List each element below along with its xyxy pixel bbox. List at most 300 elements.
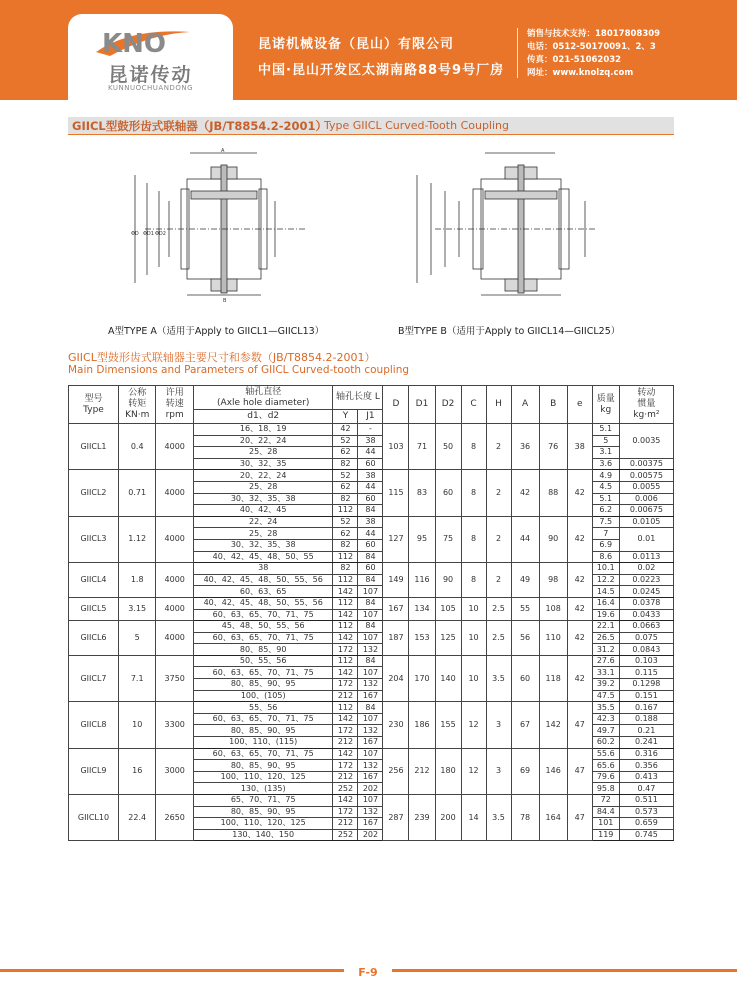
cell-mass: 7.5 bbox=[592, 516, 619, 528]
contact-website: 网址：www.knolzq.com bbox=[527, 68, 634, 78]
cell-j1: 107 bbox=[358, 609, 383, 621]
cell-D: 256 bbox=[383, 748, 409, 794]
th-torque: 公称 转矩 KN·m bbox=[118, 386, 155, 424]
cell-y: 112 bbox=[333, 551, 358, 563]
cell-j1: 60 bbox=[358, 458, 383, 470]
cell-D2: 50 bbox=[435, 424, 461, 470]
cell-j1: 167 bbox=[358, 737, 383, 749]
cell-D1: 116 bbox=[409, 563, 435, 598]
cell-mass: 72 bbox=[592, 795, 619, 807]
cell-speed: 4000 bbox=[156, 470, 193, 516]
cell-C: 10 bbox=[461, 655, 486, 701]
cell-y: 62 bbox=[333, 528, 358, 540]
cell-mass: 5 bbox=[592, 435, 619, 447]
cell-bore: 40、42、45、48、50、55 bbox=[193, 551, 333, 563]
section-title-en: Type GIICL Curved-Tooth Coupling bbox=[324, 119, 509, 132]
cell-bore: 100、110、(115) bbox=[193, 737, 333, 749]
cell-speed: 3000 bbox=[156, 748, 193, 794]
cell-mass: 5.1 bbox=[592, 493, 619, 505]
cell-D1: 170 bbox=[409, 655, 435, 701]
cell-y: 212 bbox=[333, 771, 358, 783]
cell-B: 88 bbox=[539, 470, 567, 516]
section-title-bar bbox=[68, 117, 674, 135]
cell-bore: 60、63、65、70、71、75 bbox=[193, 632, 333, 644]
cell-inertia: 0.0105 bbox=[619, 516, 673, 528]
cell-C: 10 bbox=[461, 621, 486, 656]
cell-B: 146 bbox=[539, 748, 567, 794]
cell-y: 142 bbox=[333, 748, 358, 760]
table-row bbox=[69, 702, 674, 714]
cell-e: 42 bbox=[567, 470, 592, 516]
parameters-table bbox=[68, 385, 674, 841]
cell-j1: 84 bbox=[358, 655, 383, 667]
table-row bbox=[69, 621, 674, 633]
cell-type: GIICL3 bbox=[69, 516, 119, 562]
cell-B: 118 bbox=[539, 655, 567, 701]
dim-b-label: B bbox=[223, 298, 227, 304]
cell-type: GIICL7 bbox=[69, 655, 119, 701]
cell-e: 47 bbox=[567, 748, 592, 794]
cell-H: 3.5 bbox=[486, 655, 511, 701]
cell-y: 112 bbox=[333, 597, 358, 609]
cell-inertia: 0.0843 bbox=[619, 644, 673, 656]
cell-A: 69 bbox=[511, 748, 539, 794]
dim-d1-label: ΦD1 bbox=[143, 231, 154, 237]
cell-B: 164 bbox=[539, 795, 567, 841]
cell-D2: 155 bbox=[435, 702, 461, 748]
cell-j1: 107 bbox=[358, 632, 383, 644]
cell-inertia: 0.006 bbox=[619, 493, 673, 505]
cell-j1: 60 bbox=[358, 493, 383, 505]
cell-bore: 16、18、19 bbox=[193, 424, 333, 436]
cell-mass: 14.5 bbox=[592, 586, 619, 598]
cell-mass: 3.1 bbox=[592, 447, 619, 459]
cell-j1: 38 bbox=[358, 516, 383, 528]
cell-speed: 4000 bbox=[156, 597, 193, 620]
table-row bbox=[69, 563, 674, 575]
cell-C: 10 bbox=[461, 597, 486, 620]
cell-y: 172 bbox=[333, 806, 358, 818]
th-length: 轴孔长度 L bbox=[333, 386, 383, 410]
cell-bore: 30、32、35 bbox=[193, 458, 333, 470]
cell-y: 212 bbox=[333, 690, 358, 702]
cell-mass: 6.2 bbox=[592, 505, 619, 517]
cell-speed: 3300 bbox=[156, 702, 193, 748]
cell-C: 8 bbox=[461, 470, 486, 516]
cell-j1: 84 bbox=[358, 621, 383, 633]
th-D: D bbox=[383, 386, 409, 424]
cell-torque: 22.4 bbox=[118, 795, 155, 841]
cell-j1: 167 bbox=[358, 690, 383, 702]
cell-type: GIICL8 bbox=[69, 702, 119, 748]
cell-B: 90 bbox=[539, 516, 567, 562]
caption-type-b: B型TYPE B（适用于Apply to GIICL14—GIICL25） bbox=[398, 326, 621, 337]
table-title-cn: GIICL型鼓形齿式联轴器主要尺寸和参数（JB/T8854.2-2001） bbox=[68, 351, 376, 364]
cell-y: 52 bbox=[333, 470, 358, 482]
cell-inertia: 0.0378 bbox=[619, 597, 673, 609]
cell-mass: 6.9 bbox=[592, 539, 619, 551]
dim-a-label: A bbox=[221, 148, 225, 154]
cell-j1: 107 bbox=[358, 586, 383, 598]
cell-y: 172 bbox=[333, 644, 358, 656]
cell-speed: 3750 bbox=[156, 655, 193, 701]
cell-y: 172 bbox=[333, 760, 358, 772]
th-B: B bbox=[539, 386, 567, 424]
th-A: A bbox=[511, 386, 539, 424]
cell-y: 142 bbox=[333, 795, 358, 807]
cell-H: 2.5 bbox=[486, 621, 511, 656]
cell-mass: 3.6 bbox=[592, 458, 619, 470]
cell-bore: 60、63、65 bbox=[193, 586, 333, 598]
cell-inertia: 0.0055 bbox=[619, 481, 673, 493]
cell-C: 8 bbox=[461, 516, 486, 562]
cell-inertia: 0.151 bbox=[619, 690, 673, 702]
logo-text-en: KUNNUOCHUANDONG bbox=[108, 84, 193, 92]
cell-mass: 5.1 bbox=[592, 424, 619, 436]
cell-inertia: 0.167 bbox=[619, 702, 673, 714]
cell-bore: 80、85、90、95 bbox=[193, 806, 333, 818]
cell-D1: 83 bbox=[409, 470, 435, 516]
cell-speed: 4000 bbox=[156, 621, 193, 656]
cell-e: 42 bbox=[567, 655, 592, 701]
th-C: C bbox=[461, 386, 486, 424]
table-row bbox=[69, 470, 674, 482]
cell-bore: 80、85、90、95 bbox=[193, 679, 333, 691]
cell-D1: 134 bbox=[409, 597, 435, 620]
cell-j1: 84 bbox=[358, 574, 383, 586]
cell-mass: 16.4 bbox=[592, 597, 619, 609]
cell-A: 42 bbox=[511, 470, 539, 516]
cell-mass: 12.2 bbox=[592, 574, 619, 586]
cell-inertia: 0.0663 bbox=[619, 621, 673, 633]
th-bore-sub: d1、d2 bbox=[193, 410, 333, 424]
cell-bore: 20、22、24 bbox=[193, 470, 333, 482]
caption-type-a: A型TYPE A（适用于Apply to GIICL1—GIICL13） bbox=[108, 326, 325, 337]
cell-mass: 19.6 bbox=[592, 609, 619, 621]
cell-bore: 45、48、50、55、56 bbox=[193, 621, 333, 633]
cell-j1: 38 bbox=[358, 435, 383, 447]
cell-inertia: 0.188 bbox=[619, 713, 673, 725]
cell-bore: 55、56 bbox=[193, 702, 333, 714]
cell-bore: 50、55、56 bbox=[193, 655, 333, 667]
cell-j1: 202 bbox=[358, 783, 383, 795]
th-D2: D2 bbox=[435, 386, 461, 424]
logo bbox=[68, 14, 233, 100]
cell-C: 12 bbox=[461, 702, 486, 748]
cell-inertia: 0.356 bbox=[619, 760, 673, 772]
cell-C: 8 bbox=[461, 563, 486, 598]
cell-torque: 3.15 bbox=[118, 597, 155, 620]
cell-speed: 2650 bbox=[156, 795, 193, 841]
cell-speed: 4000 bbox=[156, 563, 193, 598]
cell-bore: 40、42、45、48、50、55、56 bbox=[193, 597, 333, 609]
contact-sales: 销售与技术支持：18017808309 bbox=[527, 29, 661, 39]
table-row bbox=[69, 516, 674, 528]
cell-bore: 40、42、45 bbox=[193, 505, 333, 517]
cell-B: 98 bbox=[539, 563, 567, 598]
cell-type: GIICL4 bbox=[69, 563, 119, 598]
cell-mass: 39.2 bbox=[592, 679, 619, 691]
cell-j1: 84 bbox=[358, 551, 383, 563]
cell-C: 14 bbox=[461, 795, 486, 841]
cell-inertia: 0.511 bbox=[619, 795, 673, 807]
cell-torque: 0.71 bbox=[118, 470, 155, 516]
cell-j1: 132 bbox=[358, 806, 383, 818]
cell-bore: 100、110、120、125 bbox=[193, 818, 333, 830]
cell-j1: 107 bbox=[358, 713, 383, 725]
cell-D2: 90 bbox=[435, 563, 461, 598]
table-title-en: Main Dimensions and Parameters of GIICL Curved-tooth coupling bbox=[68, 364, 410, 376]
cell-bore: 100、110、120、125 bbox=[193, 771, 333, 783]
cell-y: 172 bbox=[333, 679, 358, 691]
cell-y: 62 bbox=[333, 481, 358, 493]
cell-A: 60 bbox=[511, 655, 539, 701]
cell-y: 52 bbox=[333, 516, 358, 528]
cell-j1: 44 bbox=[358, 528, 383, 540]
cell-y: 112 bbox=[333, 574, 358, 586]
cell-A: 67 bbox=[511, 702, 539, 748]
cell-inertia: 0.47 bbox=[619, 783, 673, 795]
contact-info bbox=[527, 28, 660, 80]
table-row bbox=[69, 655, 674, 667]
cell-j1: 60 bbox=[358, 563, 383, 575]
cell-j1: 84 bbox=[358, 702, 383, 714]
cell-A: 44 bbox=[511, 516, 539, 562]
cell-bore: 80、85、90、95 bbox=[193, 725, 333, 737]
cell-D2: 75 bbox=[435, 516, 461, 562]
cell-D: 149 bbox=[383, 563, 409, 598]
cell-inertia: 0.01 bbox=[619, 528, 673, 551]
cell-inertia: 0.659 bbox=[619, 818, 673, 830]
cell-mass: 47.5 bbox=[592, 690, 619, 702]
cell-bore: 80、85、90 bbox=[193, 644, 333, 656]
cell-B: 76 bbox=[539, 424, 567, 470]
cell-bore: 25、28 bbox=[193, 528, 333, 540]
cell-bore: 25、28 bbox=[193, 481, 333, 493]
cell-inertia: 0.0245 bbox=[619, 586, 673, 598]
cell-inertia: 0.413 bbox=[619, 771, 673, 783]
cell-speed: 4000 bbox=[156, 424, 193, 470]
cell-mass: 22.1 bbox=[592, 621, 619, 633]
th-mass: 质量 kg bbox=[592, 386, 619, 424]
cell-y: 52 bbox=[333, 435, 358, 447]
cell-torque: 5 bbox=[118, 621, 155, 656]
cell-H: 3.5 bbox=[486, 795, 511, 841]
cell-mass: 79.6 bbox=[592, 771, 619, 783]
cell-bore: 22、24 bbox=[193, 516, 333, 528]
cell-inertia: 0.02 bbox=[619, 563, 673, 575]
table-row bbox=[69, 748, 674, 760]
cell-bore: 60、63、65、70、71、75 bbox=[193, 713, 333, 725]
cell-j1: 107 bbox=[358, 667, 383, 679]
cell-inertia: 0.00575 bbox=[619, 470, 673, 482]
cell-mass: 65.6 bbox=[592, 760, 619, 772]
cell-D1: 71 bbox=[409, 424, 435, 470]
cell-mass: 55.6 bbox=[592, 748, 619, 760]
cell-D: 230 bbox=[383, 702, 409, 748]
cell-inertia: 0.103 bbox=[619, 655, 673, 667]
cell-j1: 132 bbox=[358, 725, 383, 737]
drawing-type-a bbox=[125, 145, 325, 310]
drawing-type-b bbox=[405, 145, 615, 310]
cell-D1: 212 bbox=[409, 748, 435, 794]
cell-A: 78 bbox=[511, 795, 539, 841]
cell-D1: 95 bbox=[409, 516, 435, 562]
cell-D: 115 bbox=[383, 470, 409, 516]
cell-inertia: 0.0433 bbox=[619, 609, 673, 621]
cell-y: 142 bbox=[333, 632, 358, 644]
cell-j1: 107 bbox=[358, 795, 383, 807]
cell-D2: 200 bbox=[435, 795, 461, 841]
cell-y: 172 bbox=[333, 725, 358, 737]
cell-j1: 44 bbox=[358, 447, 383, 459]
cell-D: 187 bbox=[383, 621, 409, 656]
cell-type: GIICL5 bbox=[69, 597, 119, 620]
cell-bore: 40、42、45、48、50、55、56 bbox=[193, 574, 333, 586]
company-address: 中国·昆山开发区太湖南路88号9号厂房 bbox=[258, 63, 505, 78]
svg-text:KNO: KNO bbox=[102, 29, 167, 59]
cell-H: 3 bbox=[486, 702, 511, 748]
cell-bore: 100、(105) bbox=[193, 690, 333, 702]
cell-inertia: 0.745 bbox=[619, 829, 673, 841]
cell-j1: 107 bbox=[358, 748, 383, 760]
cell-torque: 10 bbox=[118, 702, 155, 748]
cell-y: 212 bbox=[333, 818, 358, 830]
cell-D: 287 bbox=[383, 795, 409, 841]
th-D1: D1 bbox=[409, 386, 435, 424]
cell-y: 82 bbox=[333, 458, 358, 470]
cell-j1: 38 bbox=[358, 470, 383, 482]
cell-B: 142 bbox=[539, 702, 567, 748]
th-j1: J1 bbox=[358, 410, 383, 424]
page-number: F-9 bbox=[344, 966, 392, 980]
cell-y: 142 bbox=[333, 667, 358, 679]
cell-mass: 8.6 bbox=[592, 551, 619, 563]
cell-mass: 27.6 bbox=[592, 655, 619, 667]
cell-D2: 105 bbox=[435, 597, 461, 620]
cell-y: 252 bbox=[333, 829, 358, 841]
cell-y: 112 bbox=[333, 621, 358, 633]
cell-bore: 130、(135) bbox=[193, 783, 333, 795]
cell-type: GIICL1 bbox=[69, 424, 119, 470]
cell-inertia: 0.0035 bbox=[619, 424, 673, 459]
cell-bore: 38 bbox=[193, 563, 333, 575]
dim-d-label: ΦD bbox=[131, 231, 139, 237]
cell-inertia: 0.115 bbox=[619, 667, 673, 679]
cell-B: 108 bbox=[539, 597, 567, 620]
cell-e: 38 bbox=[567, 424, 592, 470]
cell-mass: 119 bbox=[592, 829, 619, 841]
cell-bore: 60、63、65、70、71、75 bbox=[193, 748, 333, 760]
cell-bore: 65、70、71、75 bbox=[193, 795, 333, 807]
cell-j1: 132 bbox=[358, 760, 383, 772]
th-e: e bbox=[567, 386, 592, 424]
cell-inertia: 0.0113 bbox=[619, 551, 673, 563]
cell-e: 42 bbox=[567, 621, 592, 656]
cell-bore: 130、140、150 bbox=[193, 829, 333, 841]
cell-mass: 42.3 bbox=[592, 713, 619, 725]
cell-y: 112 bbox=[333, 505, 358, 517]
cell-C: 8 bbox=[461, 424, 486, 470]
cell-j1: 202 bbox=[358, 829, 383, 841]
cell-inertia: 0.1298 bbox=[619, 679, 673, 691]
cell-H: 3 bbox=[486, 748, 511, 794]
cell-j1: 44 bbox=[358, 481, 383, 493]
cell-j1: 60 bbox=[358, 539, 383, 551]
cell-H: 2 bbox=[486, 424, 511, 470]
cell-A: 36 bbox=[511, 424, 539, 470]
cell-y: 112 bbox=[333, 655, 358, 667]
cell-C: 12 bbox=[461, 748, 486, 794]
cell-type: GIICL2 bbox=[69, 470, 119, 516]
cell-y: 82 bbox=[333, 563, 358, 575]
cell-inertia: 0.00375 bbox=[619, 458, 673, 470]
th-bore: 轴孔直径 (Axle hole diameter) bbox=[193, 386, 333, 410]
cell-D1: 153 bbox=[409, 621, 435, 656]
company-name: 昆诺机械设备（昆山）有限公司 bbox=[258, 37, 455, 52]
table-row bbox=[69, 597, 674, 609]
cell-torque: 7.1 bbox=[118, 655, 155, 701]
cell-D: 167 bbox=[383, 597, 409, 620]
cell-y: 42 bbox=[333, 424, 358, 436]
cell-mass: 4.9 bbox=[592, 470, 619, 482]
cell-B: 110 bbox=[539, 621, 567, 656]
cell-D2: 125 bbox=[435, 621, 461, 656]
cell-D1: 186 bbox=[409, 702, 435, 748]
cell-y: 62 bbox=[333, 447, 358, 459]
cell-D: 204 bbox=[383, 655, 409, 701]
cell-H: 2.5 bbox=[486, 597, 511, 620]
cell-mass: 33.1 bbox=[592, 667, 619, 679]
cell-mass: 84.4 bbox=[592, 806, 619, 818]
cell-D2: 140 bbox=[435, 655, 461, 701]
cell-type: GIICL6 bbox=[69, 621, 119, 656]
cell-e: 42 bbox=[567, 563, 592, 598]
cell-mass: 31.2 bbox=[592, 644, 619, 656]
header-divider bbox=[517, 28, 518, 78]
cell-H: 2 bbox=[486, 516, 511, 562]
cell-e: 42 bbox=[567, 516, 592, 562]
th-speed: 许用 转速 rpm bbox=[156, 386, 193, 424]
cell-j1: 132 bbox=[358, 679, 383, 691]
coupling-drawing-b bbox=[405, 145, 615, 310]
cell-bore: 60、63、65、70、71、75 bbox=[193, 667, 333, 679]
cell-D: 103 bbox=[383, 424, 409, 470]
cell-speed: 4000 bbox=[156, 516, 193, 562]
cell-torque: 1.12 bbox=[118, 516, 155, 562]
cell-bore: 80、85、90、95 bbox=[193, 760, 333, 772]
logo-text-cn: 昆诺传动 bbox=[108, 64, 193, 86]
cell-D2: 180 bbox=[435, 748, 461, 794]
cell-torque: 16 bbox=[118, 748, 155, 794]
table-row bbox=[69, 795, 674, 807]
th-y: Y bbox=[333, 410, 358, 424]
cell-D: 127 bbox=[383, 516, 409, 562]
cell-mass: 101 bbox=[592, 818, 619, 830]
cell-e: 47 bbox=[567, 702, 592, 748]
cell-A: 56 bbox=[511, 621, 539, 656]
cell-e: 42 bbox=[567, 597, 592, 620]
cell-bore: 30、32、35、38 bbox=[193, 493, 333, 505]
cell-y: 252 bbox=[333, 783, 358, 795]
cell-j1: 167 bbox=[358, 771, 383, 783]
dim-d2-label: ΦD2 bbox=[155, 231, 166, 237]
cell-inertia: 0.00675 bbox=[619, 505, 673, 517]
cell-y: 82 bbox=[333, 493, 358, 505]
cell-j1: 84 bbox=[358, 597, 383, 609]
cell-y: 142 bbox=[333, 586, 358, 598]
cell-mass: 95.8 bbox=[592, 783, 619, 795]
